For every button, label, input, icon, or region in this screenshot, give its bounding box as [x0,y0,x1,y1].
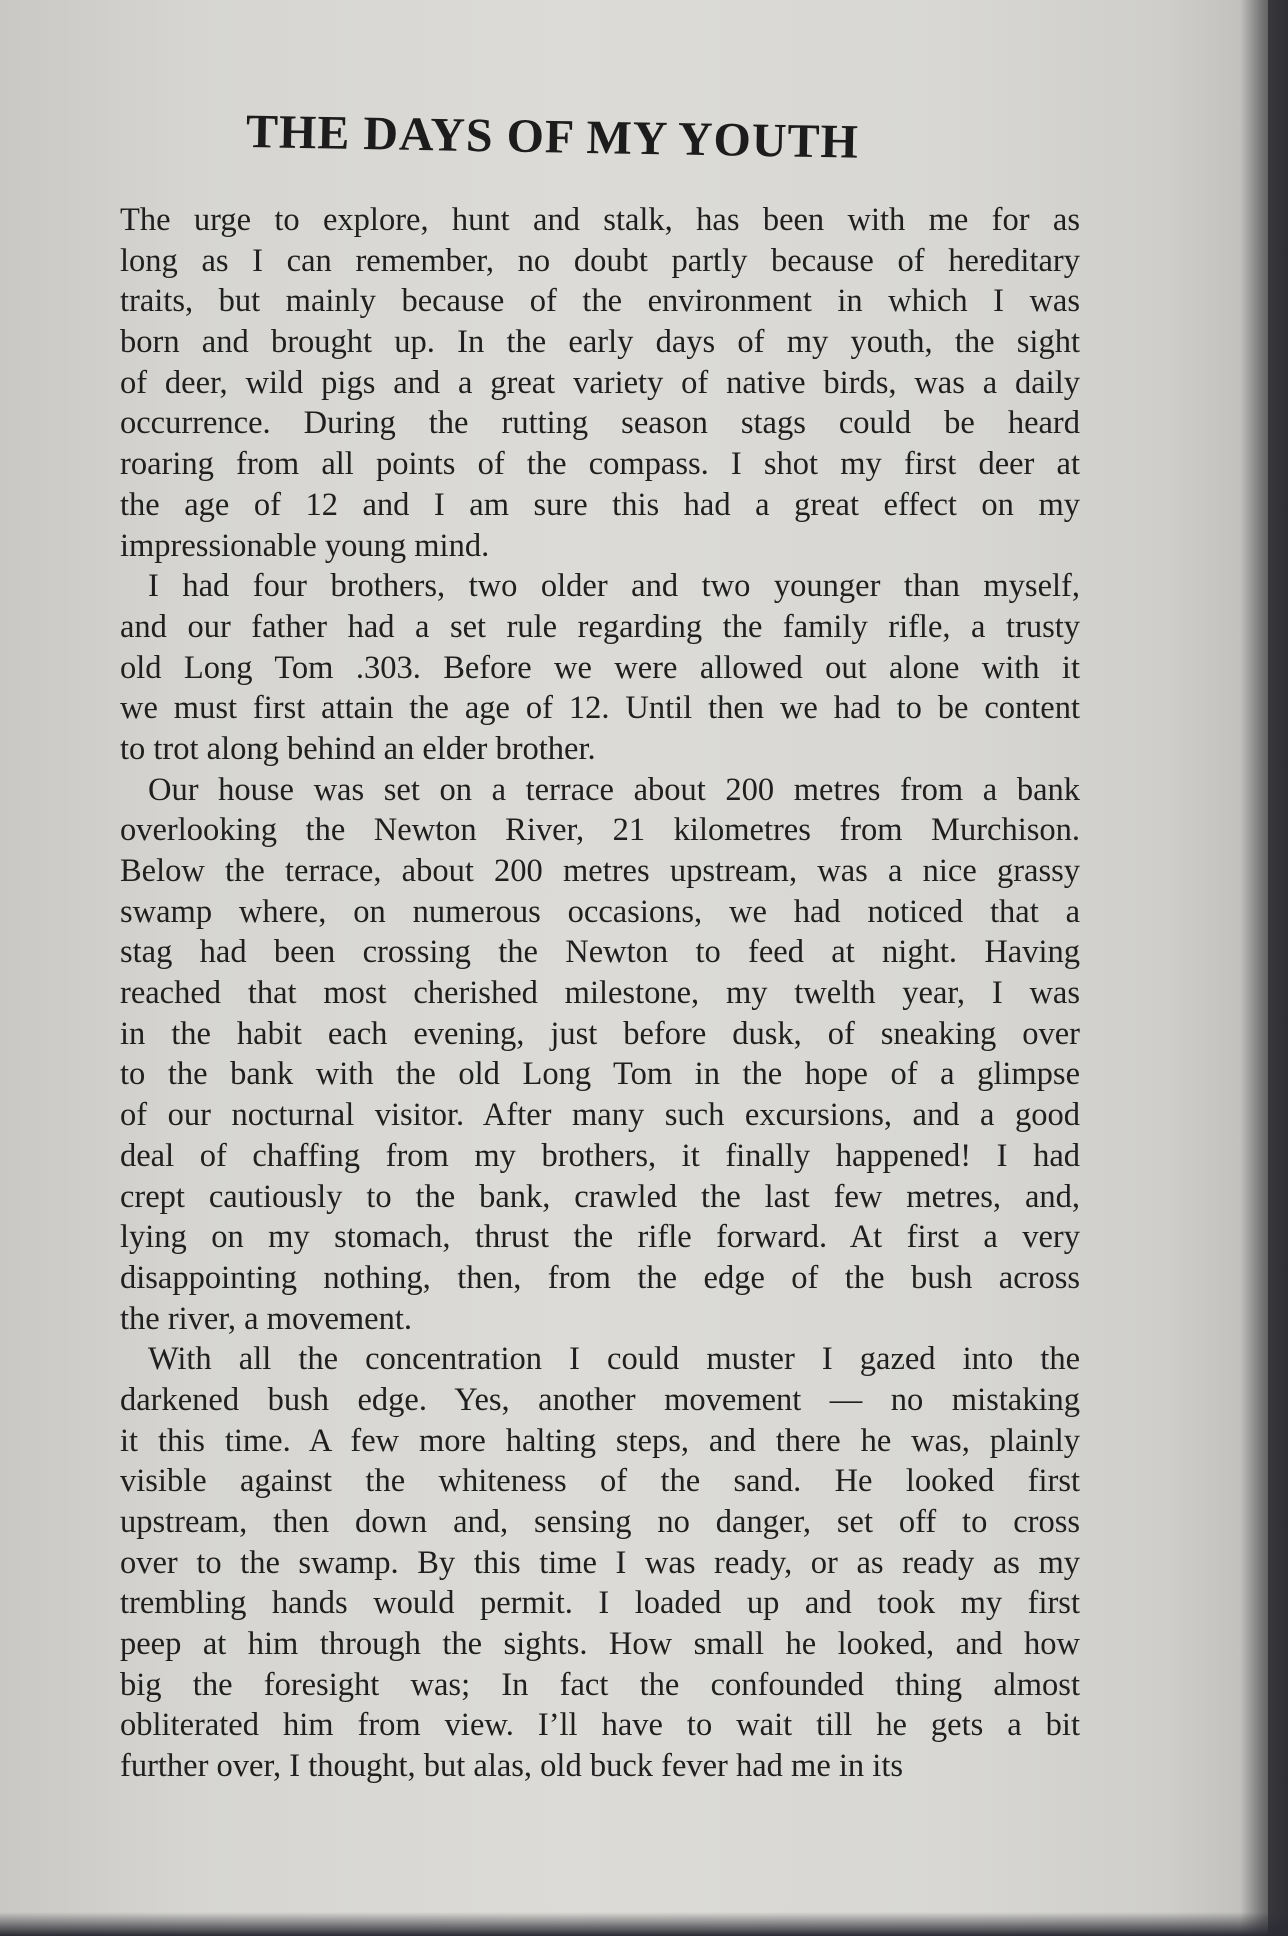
text-line: roaring from all points of the compass. I shot my first deer at [120,446,1080,483]
text-line: to trot along behind an elder brother. [120,730,596,767]
text-line: the river, a movement. [120,1300,412,1337]
text-line: darkened bush edge. Yes, another movement — no mistaking [120,1381,1080,1418]
text-line: and our father had a set rule regarding the family rifle, a trusty [120,608,1080,645]
text-line: occurrence. During the rutting season stags could be heard [120,405,1080,442]
text-line: of our nocturnal visitor. After many such excursions, and a good [120,1097,1080,1134]
text-line: trembling hands would permit. I loaded up and took my first [120,1585,1080,1622]
text-line: With all the concentration I could muster I gazed into the [148,1341,1080,1378]
text-line: overlooking the Newton River, 21 kilometres from Murchison. [120,812,1080,849]
text-line: disappointing nothing, then, from the edge of the bush across [120,1259,1080,1296]
text-line: born and brought up. In the early days of my youth, the sight [120,324,1080,361]
text-line: peep at him through the sights. How small he looked, and how [120,1626,1080,1663]
text-line: crept cautiously to the bank, crawled the last few metres, and, [120,1178,1080,1215]
text-line: swamp where, on numerous occasions, we had noticed that a [120,893,1080,930]
text-line: visible against the whiteness of the sand. He looked first [120,1463,1080,1500]
chapter-title: THE DAYS OF MY YOUTH [245,105,860,169]
text-line: Our house was set on a terrace about 200 metres from a bank [148,771,1080,808]
text-line: traits, but mainly because of the environment in which I was [120,283,1080,320]
text-line: Below the terrace, about 200 metres upstream, was a nice grassy [120,853,1080,889]
text-line: over to the swamp. By this time I was ready, or as ready as my [120,1544,1080,1581]
text-line: big the foresight was; In fact the confounded thing almost [120,1666,1080,1703]
paragraph [120,1339,1080,1787]
paragraph [120,200,1080,566]
text-line: stag had been crossing the Newton to feed at night. Having [120,934,1080,971]
text-line: we must first attain the age of 12. Until then we had to be content [120,690,1080,727]
text-line: of deer, wild pigs and a great variety of native birds, was a daily [120,364,1080,401]
text-line: further over, I thought, but alas, old buck fever had me in its [120,1748,903,1785]
text-line: to the bank with the old Long Tom in the hope of a glimpse [120,1056,1080,1093]
page-gutter-shadow [1240,0,1288,1936]
paragraph [120,770,1080,1340]
page-bottom-edge [0,1912,1288,1936]
text-line: in the habit each evening, just before dusk, of sneaking over [120,1015,1080,1052]
text-line: long as I can remember, no doubt partly because of hereditary [120,242,1080,279]
text-line: deal of chaffing from my brothers, it finally happened! I had [120,1137,1080,1174]
text-line: the age of 12 and I am sure this had a great effect on my [120,486,1080,523]
text-line: I had four brothers, two older and two younger than myself, [148,568,1080,605]
text-line: impressionable young mind. [120,527,490,564]
chapter-body [120,200,1080,1787]
text-line: obliterated him from view. I’ll have to wait till he gets a bit [120,1707,1080,1744]
text-line: upstream, then down and, sensing no danger, set off to cross [120,1504,1080,1540]
text-line: old Long Tom .303. Before we were allowed out alone with it [120,649,1080,686]
text-line: it this time. A few more halting steps, and there he was, plainly [120,1422,1080,1459]
paragraph [120,566,1080,769]
text-line: lying on my stomach, thrust the rifle forward. At first a very [120,1219,1080,1256]
text-line: The urge to explore, hunt and stalk, has been with me for as [120,202,1080,238]
text-line: reached that most cherished milestone, my twelth year, I was [120,975,1080,1012]
